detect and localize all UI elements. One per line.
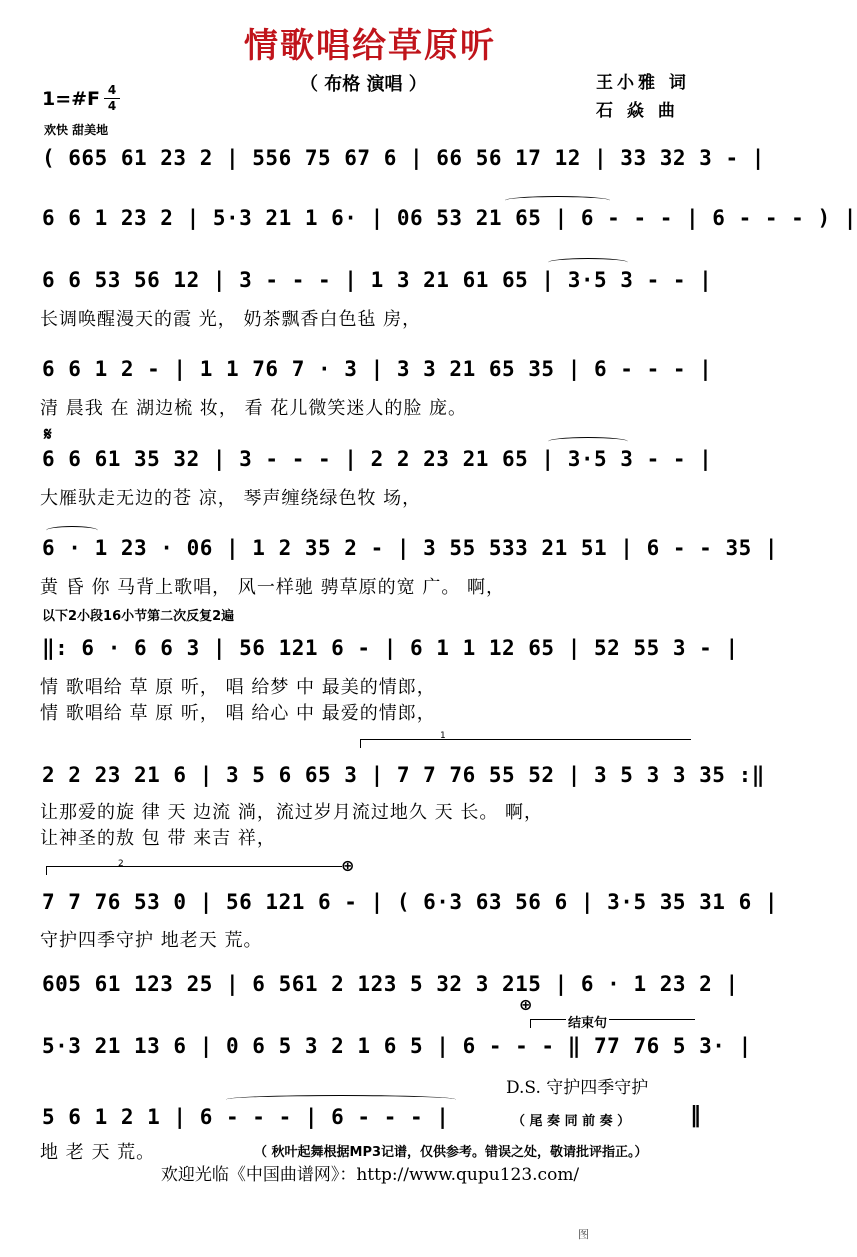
song-title: 情歌唱给草原听 <box>244 26 496 66</box>
notation-line-9: 7 7 76 53 0 | 56 121 6 - | ( 6·3 63 56 6 | 3·5 35 31 6 | <box>42 890 779 914</box>
tie-mark <box>548 258 628 267</box>
repeat-instruction: 以下2小段16小节第二次反复2遍 <box>42 609 235 624</box>
lyric-line-5: 大雁驮走无边的苍 凉， 琴声缠绕绿色牧 场， <box>40 488 422 509</box>
lyric-line-8a: 让那爱的旋 律 天 边流 淌，流过岁月流过地久 天 长。 啊， <box>40 802 544 823</box>
coda-sign: ⊕ <box>341 856 355 875</box>
notation-line-5: 6 6 61 35 32 | 3 - - - | 2 2 23 21 65 | 3·5 3 - - | <box>42 447 713 471</box>
first-ending-number: 1 <box>440 731 446 741</box>
meter-bottom: 4 <box>107 99 117 113</box>
lyric-line-7a: 情 歌唱给 草 原 听， 唱 给梦 中 最美的情郎， <box>40 677 436 698</box>
tie-mark <box>226 1095 456 1104</box>
segno-sign: 𝄋 <box>44 424 52 445</box>
lyric-line-6: 黄 昏 你 马背上歌唱， 风一样驰 骋草原的宽 广。 啊， <box>40 577 506 598</box>
key-signature: 1=#F <box>42 88 101 110</box>
ending-bracket <box>530 1019 695 1028</box>
final-barline: ‖ <box>690 1103 701 1128</box>
notation-line-10: 605 61 123 25 | 6 561 2 123 5 32 3 215 | 6 · 1 23 2 | <box>42 972 739 996</box>
time-signature <box>104 84 120 113</box>
slur-mark <box>46 526 98 535</box>
lyricist-credit: 王小雅 词 <box>596 73 690 93</box>
singer-credit: （ 布格 演唱 ） <box>300 74 427 95</box>
notation-line-1: ( 665 61 23 2 | 556 75 67 6 | 66 56 17 12 | 33 32 3 - | <box>42 146 765 170</box>
website-footer: 欢迎光临《中国曲谱网》：http://www.qupu123.com/ <box>160 1165 580 1185</box>
lyric-line-4: 清 晨我 在 湖边梳 妆， 看 花儿微笑迷人的脸 庞。 <box>40 398 468 419</box>
lyric-line-8b: 让神圣的敖 包 带 来吉 祥， <box>40 828 276 849</box>
notation-line-11: 5·3 21 13 6 | 0 6 5 3 2 1 6 5 | 6 - - - ‖ 77 76 5 3· | <box>42 1034 752 1058</box>
lyric-line-12: 地 老 天 荒。 <box>40 1142 156 1163</box>
lyric-line-9: 守护四季守护 地老天 荒。 <box>40 930 263 951</box>
tie-mark <box>548 437 628 446</box>
notation-line-7: ‖: 6 · 6 6 3 | 56 121 6 - | 6 1 1 12 65 | 52 55 3 - | <box>42 636 739 660</box>
second-ending-number: 2 <box>118 859 124 869</box>
notation-line-6: 6 · 1 23 · 06 | 1 2 35 2 - | 3 55 533 21 51 | 6 - - 35 | <box>42 536 779 560</box>
dal-segno-text: D.S. 守护四季守护 <box>506 1078 649 1098</box>
notation-line-3: 6 6 53 56 12 | 3 - - - | 1 3 21 61 65 | 3·5 3 - - | <box>42 268 713 292</box>
composer-credit: 石 焱 曲 <box>596 101 679 121</box>
notation-line-8: 2 2 23 21 6 | 3 5 6 65 3 | 7 7 76 55 52 | 3 5 3 3 35 :‖ <box>42 763 765 787</box>
outro-note: （ 尾 奏 同 前 奏 ） <box>512 1114 631 1129</box>
lyric-line-7b: 情 歌唱给 草 原 听， 唱 给心 中 最爱的情郎， <box>40 703 436 724</box>
coda-sign-2: ⊕ <box>519 995 533 1014</box>
tempo-marking: 欢快 甜美地 <box>44 123 109 137</box>
second-ending-bracket <box>46 866 342 875</box>
meter-top: 4 <box>107 83 117 97</box>
page-icon: 图 <box>578 1228 589 1241</box>
notation-line-4: 6 6 1 2 - | 1 1 76 7 · 3 | 3 3 21 65 35 | 6 - - - | <box>42 357 713 381</box>
lyric-line-3: 长调唤醒漫天的霞 光， 奶茶飘香白色毡 房， <box>40 309 422 330</box>
notation-line-12: 5 6 1 2 1 | 6 - - - | 6 - - - | <box>42 1105 450 1129</box>
notation-line-2: 6 6 1 23 2 | 5·3 21 1 6· | 06 53 21 65 | 6 - - - | 6 - - - ) | <box>42 206 857 230</box>
source-note: （ 秋叶起舞根据MP3记谱，仅供参考。错误之处，敬请批评指正。） <box>254 1145 648 1160</box>
ending-label: 结束句 <box>566 1012 609 1031</box>
first-ending-bracket <box>360 739 691 748</box>
tie-mark <box>505 196 610 205</box>
